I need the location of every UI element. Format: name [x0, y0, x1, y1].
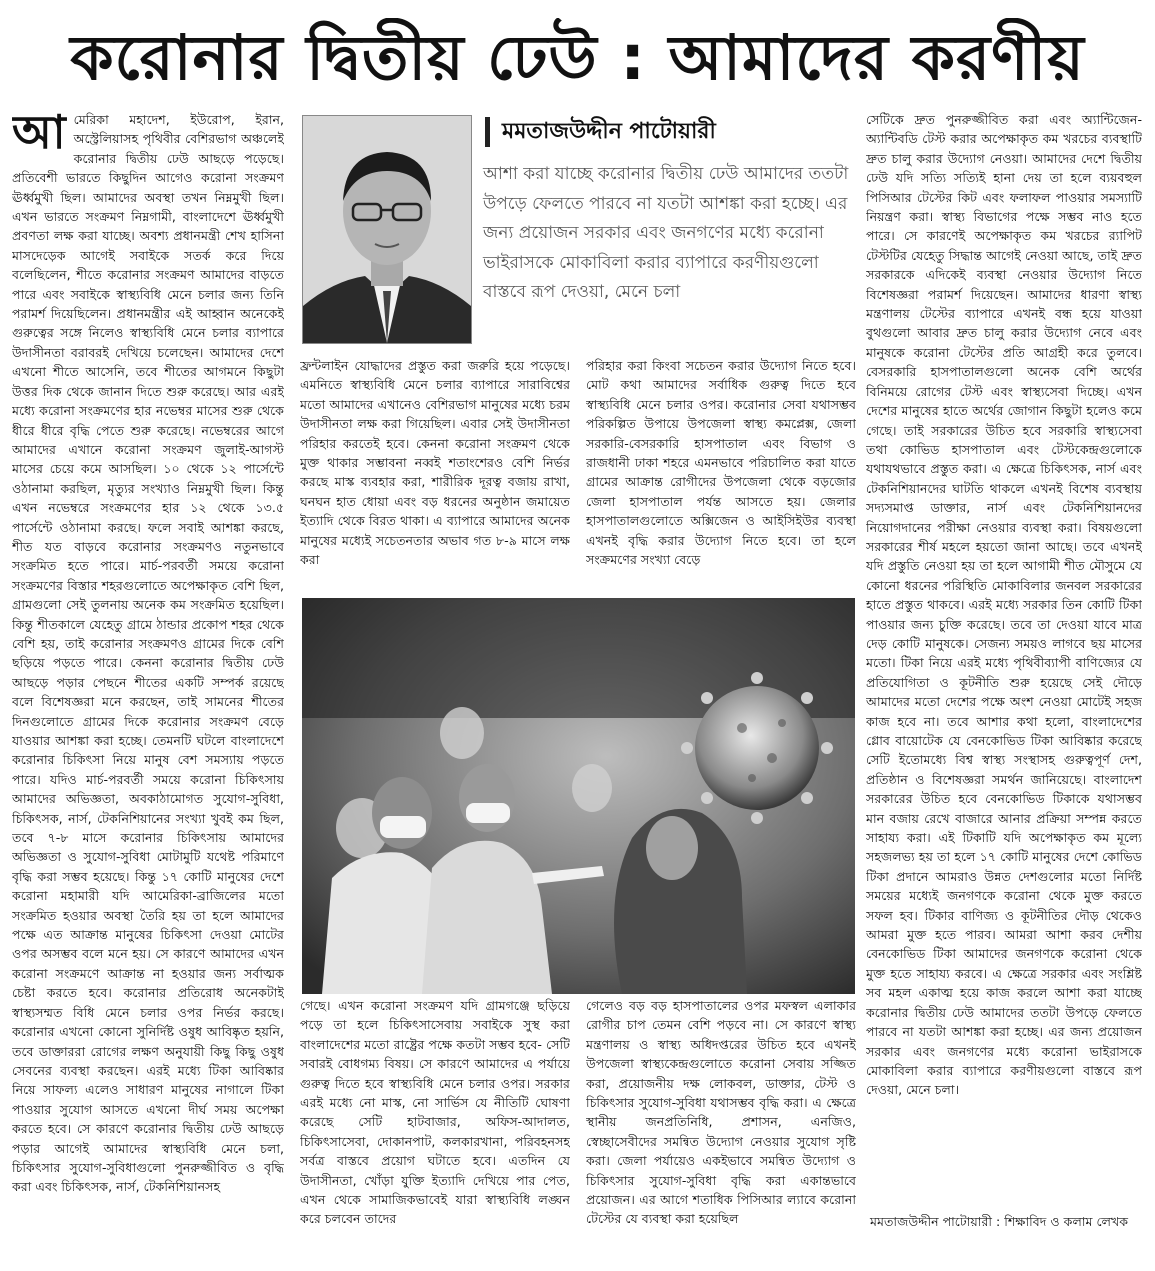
- article-text-col1: মেরিকা মহাদেশ, ইউরোপ, ইরান, অস্ট্রেলিয়াসহ পৃথিবীর বেশিরভাগ অঞ্চলেই করোনার দ্বিতীয় ঢেউ আছড়ে পড়েছে। প্রতিবেশী ভারতে কিছুদিন আগেও করোনা সংক্রমণ ঊর্ধ্বমুখী ছিল। আমাদের অবস্থা তখন নিম্নমুখী ছিল। এখন ভারতে সংক্রমণ নিম্নগামী, বাংলাদেশে ঊর্ধ্বমুখী প্রবণতা লক্ষ করা যাচ্ছে। অবশ্য প্রধানমন্ত্রী শেখ হাসিনা মাসদেড়েক আগেই সবাইকে সতর্ক করে দিয়ে বলেছিলেন, শীতে করোনার সংক্রমণ আমাদের বাড়তে পারে এবং সবাইকে স্বাস্থ্যবিধি মেনে চলার জন্য তিনি পরামর্শ দিয়েছিলেন। প্রধানমন্ত্রীর এই আহ্বান অনেকেই গুরুত্বের সঙ্গে নিলেও স্বাস্থ্যবিধি মেনে চলার ব্যাপারে উদাসীনতা বরাবরই দেখিয়ে চলেছেন। আমাদের দেশে এখনো শীতে আসেনি, তবে শীতের আগমনে কিছুটা উত্তর দিক থেকে জানান দিতে শুরু করেছে। আর এরই মধ্যে করোনা সংক্রমণের হার নভেম্বর মাসের শুরু থেকে ধীরে ধীরে বৃদ্ধি পেতে শুরু করেছে। নভেম্বরের আগে আমাদের এখানে করোনা সংক্রমণ জুলাই-আগস্ট মাসের চেয়ে কমে আসছিল। ১০ থেকে ১২ পার্সেন্টে ওঠানামা করছিল, মৃত্যুর সংখ্যাও নিম্নমুখী ছিল। কিন্তু এখন নভেম্বরে সংক্রমণের হার ১২ থেকে ১৩.৫ পার্সেন্টে ওঠানামা করছে। ফলে সবাই আশঙ্কা করছে, শীত যত বাড়বে করোনার সংক্রমণও নতুনভাবে সংক্রমিত হতে পারে। মার্চ-পরবর্তী সময়ে করোনা সংক্রমণের বিস্তার শহরগুলোতে অপেক্ষাকৃত বেশি ছিল, গ্রামগুলো সেই তুলনায় অনেক কম সংক্রমিত হয়েছিল। কিন্তু শীতকালে যেহেতু গ্রামে ঠান্ডার প্রকোপ শহর থেকে বেশি হয়, তাই করোনার সংক্রমণও গ্রামের দিকে বেশি ছড়িয়ে পড়তে পারে। কেননা করোনার দ্বিতীয় ঢেউ আছড়ে পড়ার পেছনে শীতের একটি সম্পর্ক রয়েছে বলে বিশেষজ্ঞরা মনে করছেন, তাই সামনের শীতের দিনগুলোতে গ্রামের দিকে করোনার সংক্রমণ বেড়ে যাওয়ার আশঙ্কা করা হচ্ছে। তেমনটি ঘটলে বাংলাদেশে করোনার চিকিৎসা নিয়ে মানুষ বেশ সমস্যায় পড়তে পারে। যদিও মার্চ-পরবর্তী সময়ে করোনা চিকিৎসায় আমাদের অভিজ্ঞতা, অবকাঠামোগত সুযোগ-সুবিধা, চিকিৎসক, নার্স, টেকনিশিয়ানের সংখ্যা খুবই কম ছিল, তবে ৭-৮ মাসে করোনার চিকিৎসায় আমাদের অভিজ্ঞতা ও সুযোগ-সুবিধা মোটামুটি যথেষ্ট পরিমাণে বৃদ্ধি করা সম্ভব হয়েছে। কিন্তু ১৭ কোটি মানুষের দেশে করোনা মহামারী যদি আমেরিকা-ব্রাজিলের মতো সংক্রমিত হওয়ার অবস্থা তৈরি হয় তা হলে আমাদের পক্ষে এত আক্রান্ত মানুষের চিকিৎসা দেওয়া মোটের ওপর অসম্ভব বলে মনে হয়। সে কারণে আমাদের এখন করোনা সংক্রমণে আক্রান্ত না হওয়ার জন্য সর্বাত্মক চেষ্টা করতে হবে। করোনার প্রতিরোধ অনেকটাই স্বাস্থ্যসম্মত বিধি মেনে চলার ওপর নির্ভর করছে। করোনার এখনো কোনো সুনির্দিষ্ট ওষুধ আবিষ্কৃত হয়নি, তবে ডাক্তাররা রোগের লক্ষণ অনুযায়ী কিছু কিছু ওষুধ সেবনের ব্যবস্থা করছেন। এরই মধ্যে টিকা আবিষ্কার নিয়ে সাফল্য এলেও সাধারণ মানুষের নাগালে টিকা পাওয়ার সুযোগ আসতে এখনো দীর্ঘ সময় অপেক্ষা করতে হবে। সে কারণে করোনার দ্বিতীয় ঢেউ আছড়ে পড়ার আগেই আমাদের স্বাস্থ্যবিধি মেনে চলা, চিকিৎসার সুযোগ-সুবিধাগুলো পুনরুজ্জীবিত ও বৃদ্ধি করা এবং চিকিৎসক, নার্স, টেকনিশিয়ানসহ: [12, 112, 284, 1195]
- author-portrait-image: [303, 116, 471, 343]
- article-column-1: [12, 110, 284, 1262]
- article-text-col3b: গেলেও বড় বড় হাসপাতালের ওপর মফস্বল এলাকার রোগীর চাপ তেমন বেশি পড়বে না। সে কারণে স্বাস্থ্য মন্ত্রণালয় ও স্বাস্থ্য অধিদপ্তরের উচিত হবে এখনই উপজেলা স্বাস্থ্যকেন্দ্রগুলোতে করোনা সেবায় সজ্জিত করা, প্রয়োজনীয় দক্ষ লোকবল, ডাক্তার, টেস্ট ও চিকিৎসার সুযোগ-সুবিধা যথাসম্ভব বৃদ্ধি করা। এ ক্ষেত্রে স্থানীয় জনপ্রতিনিধি, প্রশাসন, এনজিও, স্বেচ্ছাসেবীদের সমন্বিত উদ্যোগ নেওয়ার সুযোগ সৃষ্টি করা। জেলা পর্যায়েও একইভাবে সমন্বিত উদ্যোগ ও চিকিৎসার সুযোগ-সুবিধা বৃদ্ধি করা একান্তভাবে প্রয়োজন। এর আগে শতাধিক পিসিআর ল্যাবে করোনা টেস্টের যে ব্যবস্থা করা হয়েছিল: [586, 998, 856, 1227]
- headline: করোনার দ্বিতীয় ঢেউ : আমাদের করণীয়: [70, 21, 1085, 94]
- article-photo: [302, 598, 855, 994]
- article-column-2-top: [300, 356, 570, 584]
- article-column-4: [866, 110, 1142, 1262]
- article-column-2-bottom: [300, 996, 570, 1262]
- drop-cap: আ: [12, 110, 66, 159]
- author-byline: মমতাজউদ্দীন পাটোয়ারী: [485, 117, 872, 147]
- article-column-3-top: [586, 356, 856, 584]
- article-text-col2b: গেছে। এখন করোনা সংক্রমণ যদি গ্রামগঞ্জে ছড়িয়ে পড়ে তা হলে চিকিৎসাসেবায় সবাইকে সুস্থ করা বাংলাদেশের মতো রাষ্ট্রের পক্ষে কতটা সম্ভব হবে- সেটি সবারই বোধগম্য বিষয়। সে কারণে আমাদের এ পর্যায়ে গুরুত্ব দিতে হবে স্বাস্থ্যবিধি মেনে চলার ওপর। সরকার এরই মধ্যে নো মাস্ক, নো সার্ভিস যে নীতিটি ঘোষণা করেছে সেটি হাটবাজার, অফিস-আদালত, চিকিৎসাসেবা, দোকানপাট, কলকারখানা, পরিবহনসহ সর্বত্র বাস্তবে প্রয়োগ ঘটাতে হবে। এতদিন যে উদাসীনতা, খোঁড়া যুক্তি ইত্যাদি দেখিয়ে পার পেত, এখন থেকে সামাজিকভাবেই যারা স্বাস্থ্যবিধি লঙ্ঘন করে চলবেন তাদের: [300, 998, 570, 1227]
- article-text-col3a: পরিহার করা কিংবা সচেতন করার উদ্যোগ নিতে হবে। মোট কথা আমাদের সর্বাধিক গুরুত্ব দিতে হবে স্বাস্থ্যবিধি মেনে চলার ওপর। করোনার সেবা যথাসম্ভব পরিকল্পিত উপায়ে উপজেলা স্বাস্থ্য কমপ্লেক্স, জেলা সরকারি-বেসরকারি হাসপাতাল এবং বিভাগ ও রাজধানী ঢাকা শহরে এমনভাবে পরিচালিত করা যাতে গ্রামের আক্রান্ত রোগীদের উপজেলা থেকে বড়জোর জেলা হাসপাতাল পর্যন্ত আসতে হয়। জেলার হাসপাতালগুলোতে অক্সিজেন ও আইসিইউর ব্যবস্থা এখনই বৃদ্ধি করার উদ্যোগ নিতে হবে। তা হলে সংক্রমণের সংখ্যা বেড়ে: [586, 358, 856, 568]
- pull-quote: আশা করা যাচ্ছে করোনার দ্বিতীয় ঢেউ আমাদের ততটা উপড়ে ফেলতে পারবে না যতটা আশঙ্কা করা হচ্ছে। এর জন্য প্রয়োজন সরকার এবং জনগণের মধ্যে করোনা ভাইরাসকে মোকাবিলা করার ব্যাপারে করণীয়গুলো বাস্তবে রূপ দেওয়া, মেনে চলা: [483, 164, 849, 302]
- health-workers-photo: [302, 598, 855, 994]
- article-text-col2a: ফ্রন্টলাইন যোদ্ধাদের প্রস্তুত করা জরুরি হয়ে পড়েছে। এমনিতে স্বাস্থ্যবিধি মেনে চলার ব্যাপারে সারাবিশ্বের মতো আমাদের এখানেও বেশিরভাগ মানুষের মধ্যে চরম উদাসীনতা লক্ষ করা গিয়েছিল। এবার সেই উদাসীনতা পরিহার করতেই হবে। কেননা করোনা সংক্রমণ থেকে মুক্ত থাকার সম্ভাবনা নব্বই শতাংশেরও বেশি নির্ভর করছে মাস্ক ব্যবহার করা, শারীরিক দূরত্ব বজায় রাখা, ঘনঘন হাত ধোয়া এবং বড় ধরনের অনুষ্ঠান জমায়েত ইত্যাদি থেকে বিরত থাকা। এ ব্যাপারে আমাদের অনেক মানুষের মধ্যেই সচেতনতার অভাব গত ৮-৯ মাসে লক্ষ করা: [300, 358, 570, 568]
- author-footnote: মমতাজউদ্দীন পাটোয়ারী : শিক্ষাবিদ ও কলাম লেখক: [870, 1214, 1129, 1229]
- article-column-3-bottom: [586, 996, 856, 1262]
- article-text-col4: সেটিকে দ্রুত পুনরুজ্জীবিত করা এবং অ্যান্টিজেন-অ্যান্টিবডি টেস্ট করার অপেক্ষাকৃত কম খরচের ব্যবস্থাটি দ্রুত চালু করার উদ্যোগ নেওয়া। আমাদের দেশে দ্বিতীয় ঢেউ যদি সত্যি সত্যিই হানা দেয় তা হলে ব্যয়বহুল পিসিআর টেস্টের কিট এবং ফলাফল পাওয়ার সমস্যাটি নিয়ন্ত্রণ করা। স্বাস্থ্য বিভাগের পক্ষে সম্ভব নাও হতে পারে। সে কারণেই অপেক্ষাকৃত কম খরচের র‌্যাপিট টেস্টটির যেহেতু সিদ্ধান্ত আগেই নেওয়া আছে, তাই দ্রুত সরকারকে এদিকেই ব্যবস্থা নেওয়ার উদ্যোগ নিতে বিশেষজ্ঞরা পরামর্শ দিয়েছেন। আমাদের ধারণা স্বাস্থ্য মন্ত্রণালয় টেস্টের ব্যাপারে এখনই বন্ধ হয়ে যাওয়া বুথগুলো আবার দ্রুত চালু করার উদ্যোগ নেবে এবং মানুষকে করোনা টেস্টের প্রতি আগ্রহী করে তুলবে। বেসরকারি হাসপাতালগুলো অনেক বেশি অর্থের বিনিময়ে রোগের টেস্ট এবং স্বাস্থ্যসেবা দিচ্ছে। এখন দেশের মানুষের হাতে অর্থের জোগান কিছুটা হলেও কমে গেছে। তাই সরকারের উচিত হবে সরকারি স্বাস্থ্যসেবা তথা কোভিড হাসপাতাল এবং টেস্টকেন্দ্রগুলোকে যথাযথভাবে প্রস্তুত করা। এ ক্ষেত্রে চিকিৎসক, নার্স এবং টেকনিশিয়ানদের ঘাটতি থাকলে এখনই বিশেষ ব্যবস্থায় সদ্যসমাপ্ত ডাক্তার, নার্স এবং টেকনিশিয়ানদের নিয়োগদানের পরীক্ষা নেওয়ার ব্যবস্থা করা। বিষয়গুলো সরকারের শীর্ষ মহলে হয়তো জানা আছে। তবে এখনই যদি প্রস্তুতি নেওয়া হয় তা হলে আগামী শীত মৌসুমে যে কোনো ধরনের পরিস্থিতি মোকাবিলার জনবল সরকারের হাতে প্রস্তুত থাকবে। এরই মধ্যে সরকার তিন কোটি টিকা পাওয়ার জন্য চুক্তি করেছে। তবে তা দেওয়া যাবে মাত্র দেড় কোটি মানুষকে। সেজন্য সময়ও লাগবে ছয় মাসের মতো। টিকা নিয়ে এরই মধ্যে পৃথিবীব্যাপী বাণিজ্যের যে প্রতিযোগিতা ও কূটনীতি শুরু হয়েছে সেই দৌড়ে আমাদের মতো দেশের পক্ষে অংশ নেওয়া মোটেই সহজ কাজ হবে না। তবে আশার কথা হলো, বাংলাদেশের গ্লোব বায়োটেক যে বেনকোভিড টিকা আবিষ্কার করেছে সেটি ইতোমধ্যে বিশ্ব স্বাস্থ্য সংস্থাসহ গুরুত্বপূর্ণ দেশ, প্রতিষ্ঠান ও বিশেষজ্ঞরা সমর্থন জানিয়েছে। বাংলাদেশ সরকারের উচিত হবে বেনকোভিড টিকাকে যথাসম্ভব মান বজায় রেখে বাজারে আনার প্রক্রিয়া সম্পন্ন করতে সাহায্য করা। এই টিকাটি যদি অপেক্ষাকৃত কম মূল্যে সহজলভ্য হয় তা হলে ১৭ কোটি মানুষের দেশে কোভিড টিকা প্রদানে আমরাও উন্নত দেশগুলোর মতো নির্দিষ্ট সময়ের মধ্যেই জনগণকে করোনা থেকে মুক্ত করতে সফল হব। টিকার বাণিজ্য ও কূটনীতির দৌড় থেকেও আমরা মুক্ত হতে পারব। আমরা আশা করব দেশীয় বেনকোভিড টিকা আমাদের জনগণকে করোনা থেকে মুক্ত হতে সাহায্য করবে। এ ক্ষেত্রে সরকার এবং সংশ্লিষ্ট সব মহল একাত্ম হয়ে কাজ করলে আশা করা যাচ্ছে করোনার দ্বিতীয় ঢেউ আমাদের ততটা উপড়ে ফেলতে পারবে না যতটা আশঙ্কা করা হচ্ছে। এর জন্য প্রয়োজন সরকার এবং জনগণের মধ্যে করোনা ভাইরাসকে মোকাবিলা করার ব্যাপারে করণীয়গুলো বাস্তবে রূপ দেওয়া, মেনে চলা।: [866, 112, 1142, 1098]
- author-portrait: [302, 115, 472, 344]
